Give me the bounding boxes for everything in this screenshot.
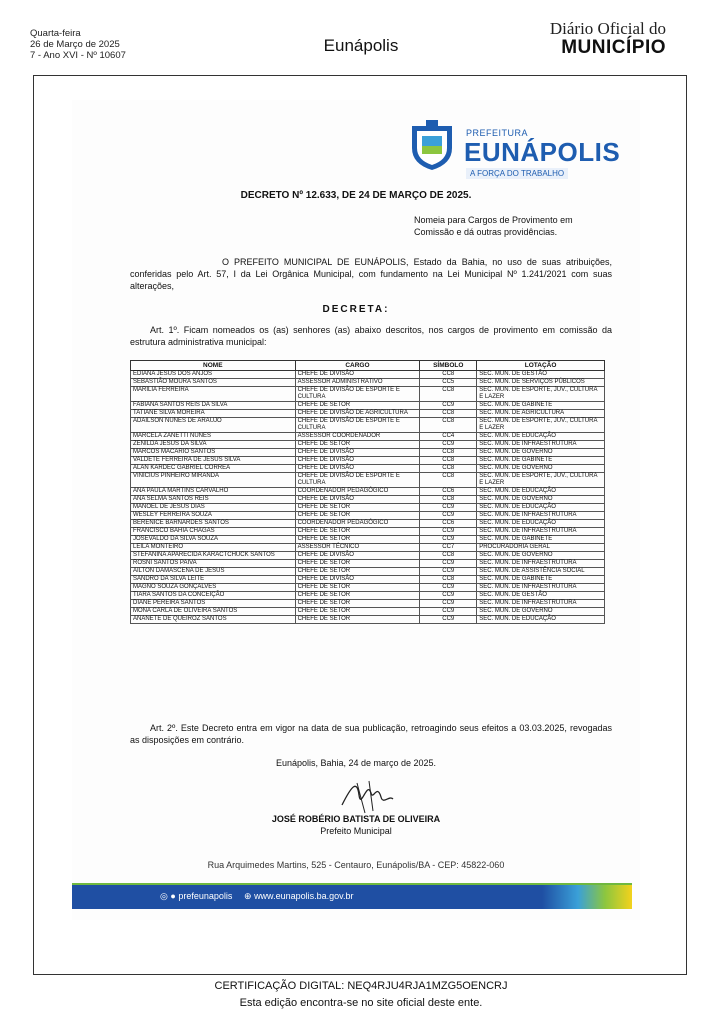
header-edition: 7 - Ano XVI - Nº 10607 [30, 50, 126, 61]
footer-site [244, 891, 353, 902]
table-row [131, 584, 605, 592]
cell-cargo: CHEFE DE DIVISÃO [295, 457, 420, 465]
cell-simbolo: CC8 [420, 371, 477, 379]
cell-nome: VALDETE FERREIRA DE JESUS SILVA [131, 457, 296, 465]
decree-ementa: Nomeia para Cargos de Provimento em Comissão e dá outras providências. [414, 215, 573, 237]
cell-simbolo: CC8 [420, 576, 477, 584]
cell-simbolo: CC9 [420, 402, 477, 410]
cell-lotacao: SEC. MUN. DE GABINETE [477, 402, 605, 410]
decree-title: DECRETO Nº 12.633, DE 24 DE MARÇO DE 2025. [240, 190, 472, 201]
table-row [131, 488, 605, 496]
footer-social [160, 891, 232, 902]
table-row [131, 592, 605, 600]
cell-cargo: CHEFE DE SETOR [295, 592, 420, 600]
cell-lotacao: SEC. MUN. DE ESPORTE, JUV., CULTURA E LAZER [477, 473, 605, 488]
table-row [131, 449, 605, 457]
cell-cargo: CHEFE DE DIVISÃO DE ESPORTE E CULTURA [295, 387, 420, 402]
cell-simbolo: CC9 [420, 584, 477, 592]
cell-simbolo: CC9 [420, 536, 477, 544]
article-2: Art. 2º. Este Decreto entra em vigor na data de sua publicação, retroagindo seus efeitos a 03.03.2025, revogadas as disposições em contrário. [130, 723, 612, 745]
cell-simbolo: CC8 [420, 418, 477, 433]
cell-simbolo: CC8 [420, 473, 477, 488]
cell-cargo: CHEFE DE SETOR [295, 608, 420, 616]
cell-nome: MANOEL DE JESUS DIAS [131, 504, 296, 512]
table-row [131, 441, 605, 449]
article-1: Art. 1º. Ficam nomeados os (as) senhores (as) abaixo descritos, nos cargos de provimento em comissão da estrutura administrativa municipal: [130, 325, 612, 347]
cell-cargo: CHEFE DE SETOR [295, 560, 420, 568]
cell-nome: WESLEY FERREIRA SOUZA [131, 512, 296, 520]
cell-lotacao: SEC. MUN. DE GOVERNO [477, 465, 605, 473]
cell-cargo: ASSESSOR ADMINISTRATIVO [295, 379, 420, 387]
cell-nome: ANANETE DE QUEIROZ SANTOS [131, 616, 296, 624]
globe-icon: ⊕ [244, 891, 252, 901]
cell-nome: ALAN KARDEC GABRIEL CORREA [131, 465, 296, 473]
cell-simbolo: CC8 [420, 449, 477, 457]
cell-lotacao: SEC. MUN. DE GABINETE [477, 576, 605, 584]
cell-nome: AILTON DAMASCENA DE JESUS [131, 568, 296, 576]
cell-nome: MARILIA FERREIRA [131, 387, 296, 402]
cell-cargo: ASSESSOR TÉCNICO [295, 544, 420, 552]
cell-lotacao: SEC. MUN. DE GOVERNO [477, 449, 605, 457]
cell-cargo: CHEFE DE SETOR [295, 568, 420, 576]
cell-nome: ANA SELMA SANTOS REIS [131, 496, 296, 504]
cell-lotacao: SEC. MUN. DE GOVERNO [477, 496, 605, 504]
cell-lotacao: SEC. MUN. DE ESPORTE, JUV., CULTURA E LAZER [477, 387, 605, 402]
cell-simbolo: CC9 [420, 441, 477, 449]
cell-cargo: CHEFE DE SETOR [295, 616, 420, 624]
cell-cargo: CHEFE DE DIVISÃO DE AGRICULTURA [295, 410, 420, 418]
table-row [131, 568, 605, 576]
cell-simbolo: CC8 [420, 457, 477, 465]
header-date: 26 de Março de 2025 [30, 39, 120, 50]
cell-cargo: CHEFE DE SETOR [295, 402, 420, 410]
cell-simbolo: CC8 [420, 552, 477, 560]
table-row [131, 379, 605, 387]
cell-cargo: CHEFE DE SETOR [295, 600, 420, 608]
cell-nome: TATIANE SILVA MOREIRA [131, 410, 296, 418]
cell-nome: MONA CARLA DE OLIVEIRA SANTOS [131, 608, 296, 616]
footer-accent [542, 885, 632, 909]
table-row [131, 608, 605, 616]
coat-of-arms-icon [406, 118, 458, 172]
table-row [131, 371, 605, 379]
cell-simbolo: CC9 [420, 568, 477, 576]
cell-simbolo: CC9 [420, 512, 477, 520]
facebook-icon: ● [170, 891, 176, 901]
table-row [131, 402, 605, 410]
cell-cargo: CHEFE DE SETOR [295, 512, 420, 520]
cell-lotacao: SEC. MUN. DE GABINETE [477, 457, 605, 465]
cell-nome: EDIANA JESUS DOS ANJOS [131, 371, 296, 379]
cell-lotacao: SEC. MUN. DE SERVIÇOS PÚBLICOS [477, 379, 605, 387]
header-weekday: Quarta-feira [30, 28, 81, 39]
table-row [131, 616, 605, 624]
cell-simbolo: CC8 [420, 387, 477, 402]
cell-simbolo: CC9 [420, 592, 477, 600]
appointments-table [130, 360, 605, 624]
table-row [131, 410, 605, 418]
table-row [131, 544, 605, 552]
table-row [131, 457, 605, 465]
prefeitura-logo [406, 118, 634, 178]
cell-nome: FABIANA SANTOS REIS DA SILVA [131, 402, 296, 410]
cell-lotacao: SEC. MUN. DE INFRAESTRUTURA [477, 560, 605, 568]
cell-cargo: CHEFE DE SETOR [295, 504, 420, 512]
cell-nome: FRANCISCO BAHIA CHAGAS [131, 528, 296, 536]
cell-nome: TIARA SANTOS DA CONCEIÇÃO [131, 592, 296, 600]
table-row [131, 496, 605, 504]
footer-social-handle: prefeunapolis [178, 891, 233, 901]
cell-lotacao: SEC. MUN. DE INFRAESTRUTURA [477, 512, 605, 520]
cell-nome: MARCOS MACARIO SANTOS [131, 449, 296, 457]
cell-nome: MAGNO SOUZA GONÇALVES [131, 584, 296, 592]
table-row [131, 465, 605, 473]
decree-preamble: O PREFEITO MUNICIPAL DE EUNÁPOLIS, Estado da Bahia, no uso de suas atribuições, conferidas pelo Art. 57, I da Lei Orgânica Municipal, com fundamento na Lei Municipal Nº 1.241/2021 com suas alterações, [130, 257, 612, 291]
col-header-simbolo: SÍMBOLO [420, 361, 477, 371]
cell-lotacao: SEC. MUN. DE ESPORTE, JUV., CULTURA E LAZER [477, 418, 605, 433]
cell-nome: ANA PAULA MARTINS CARVALHO [131, 488, 296, 496]
cell-cargo: CHEFE DE DIVISÃO [295, 371, 420, 379]
col-header-lotacao: LOTAÇÃO [477, 361, 605, 371]
table-row [131, 387, 605, 402]
table-row [131, 552, 605, 560]
cell-cargo: COORDENADOR PEDAGÓGICO [295, 520, 420, 528]
table-row [131, 600, 605, 608]
cell-lotacao: SEC. MUN. DE AGRICULTURA [477, 410, 605, 418]
cell-simbolo: CC6 [420, 488, 477, 496]
cell-cargo: CHEFE DE SETOR [295, 441, 420, 449]
instagram-icon: ◎ [160, 891, 168, 901]
cell-lotacao: SEC. MUN. DE INFRAESTRUTURA [477, 600, 605, 608]
cell-lotacao: PROCURADORIA GERAL [477, 544, 605, 552]
cell-nome: BERENICE BARNARDES SANTOS [131, 520, 296, 528]
cell-nome: SEBASTIÃO MOURA SANTOS [131, 379, 296, 387]
cell-cargo: CHEFE DE DIVISÃO [295, 552, 420, 560]
cell-lotacao: SEC. MUN. DE EDUCAÇÃO [477, 520, 605, 528]
header-city: Eunápolis [323, 36, 399, 55]
cell-cargo: CHEFE DE DIVISÃO [295, 449, 420, 457]
cell-lotacao: SEC. MUN. DE GABINETE [477, 536, 605, 544]
cell-simbolo: CC7 [420, 544, 477, 552]
cell-cargo: CHEFE DE DIVISÃO [295, 496, 420, 504]
letterhead-slogan: A FORÇA DO TRABALHO [466, 168, 568, 179]
cell-simbolo: CC9 [420, 600, 477, 608]
cell-cargo: CHEFE DE DIVISÃO [295, 576, 420, 584]
table-row [131, 504, 605, 512]
cell-cargo: CHEFE DE SETOR [295, 584, 420, 592]
table-row [131, 528, 605, 536]
signature-icon [337, 775, 397, 817]
cell-simbolo: CC9 [420, 616, 477, 624]
cell-nome: MARCELA ZANETTI NUNES [131, 433, 296, 441]
cell-lotacao: SEC. MUN. DE EDUCAÇÃO [477, 504, 605, 512]
cell-cargo: CHEFE DE SETOR [295, 528, 420, 536]
cell-lotacao: SEC. MUN. DE ASSISTÊNCIA SOCIAL [477, 568, 605, 576]
cell-lotacao: SEC. MUN. DE GOVERNO [477, 608, 605, 616]
cell-simbolo: CC9 [420, 528, 477, 536]
cell-cargo: ASSESSOR COORDENADOR [295, 433, 420, 441]
cell-cargo: CHEFE DE DIVISÃO DE ESPORTE E CULTURA [295, 418, 420, 433]
cell-nome: ROSNI SANTOS PAIVA [131, 560, 296, 568]
table-row [131, 418, 605, 433]
cell-lotacao: SEC. MUN. DE INFRAESTRUTURA [477, 441, 605, 449]
cell-simbolo: CC8 [420, 410, 477, 418]
cell-simbolo: CC8 [420, 465, 477, 473]
signer-role: Prefeito Municipal [320, 826, 392, 836]
address: Rua Arquimedes Martins, 525 - Centauro, Eunápolis/BA - CEP: 45822-060 [207, 860, 505, 870]
cell-simbolo: CC9 [420, 560, 477, 568]
table-row [131, 560, 605, 568]
brand-line1: Diário Oficial do [549, 19, 666, 38]
edition-note: Esta edição encontra-se no site oficial deste ente. [239, 997, 483, 1009]
table-row [131, 536, 605, 544]
cell-lotacao: SEC. MUN. DE EDUCAÇÃO [477, 616, 605, 624]
cell-simbolo: CC8 [420, 496, 477, 504]
cell-lotacao: SEC. MUN. DE GESTÃO [477, 592, 605, 600]
decreta-heading: DECRETA: [322, 304, 390, 315]
letterhead-small: PREFEITURA [466, 128, 529, 138]
cell-simbolo: CC9 [420, 608, 477, 616]
col-header-cargo: CARGO [295, 361, 420, 371]
cell-nome: STEFANINA APARECIDA KARACTCHUCK SANTOS [131, 552, 296, 560]
cell-lotacao: SEC. MUN. DE GOVERNO [477, 552, 605, 560]
table-row [131, 433, 605, 441]
table-row [131, 520, 605, 528]
cell-cargo: CHEFE DE DIVISÃO DE ESPORTE E CULTURA [295, 473, 420, 488]
cell-lotacao: SEC. MUN. DE EDUCAÇÃO [477, 433, 605, 441]
brand-logo [550, 20, 666, 58]
decree-document [72, 100, 640, 920]
cell-lotacao: SEC. MUN. DE INFRAESTRUTURA [477, 584, 605, 592]
cell-lotacao: SEC. MUN. DE EDUCAÇÃO [477, 488, 605, 496]
cell-simbolo: CC9 [420, 504, 477, 512]
table-row [131, 473, 605, 488]
cell-nome: DIANE PEREIRA SANTOS [131, 600, 296, 608]
digital-certification: CERTIFICAÇÃO DIGITAL: NEQ4RJU4RJA1MZG5OENCRJ [214, 980, 508, 992]
cell-nome: SANDRO DA SILVA LEITE [131, 576, 296, 584]
cell-cargo: CHEFE DE SETOR [295, 536, 420, 544]
cell-simbolo: CC4 [420, 433, 477, 441]
cell-nome: LEILA MONTEIRO [131, 544, 296, 552]
cell-cargo: CHEFE DE DIVISÃO [295, 465, 420, 473]
col-header-nome: NOME [131, 361, 296, 371]
table-row [131, 576, 605, 584]
cell-nome: JOSEVALDO DA SILVA SOUZA [131, 536, 296, 544]
brand-line2: MUNICÍPIO [561, 37, 666, 58]
signer-name: JOSÉ ROBÉRIO BATISTA DE OLIVEIRA [271, 814, 441, 824]
cell-nome: ADAILSON NUNES DE ARAUJO [131, 418, 296, 433]
cell-simbolo: CC5 [420, 379, 477, 387]
place-date: Eunápolis, Bahia, 24 de março de 2025. [275, 758, 437, 768]
table-header-row [131, 361, 605, 371]
table-row [131, 512, 605, 520]
cell-cargo: COORDENADOR PEDAGÓGICO [295, 488, 420, 496]
footer-site-url: www.eunapolis.ba.gov.br [254, 891, 354, 901]
cell-lotacao: SEC. MUN. DE GESTÃO [477, 371, 605, 379]
cell-nome: VINICIUS PINHEIRO MIRANDA [131, 473, 296, 488]
cell-lotacao: SEC. MUN. DE INFRAESTRUTURA [477, 528, 605, 536]
cell-simbolo: CC6 [420, 520, 477, 528]
cell-nome: ZENILDA JESUS DA SILVA [131, 441, 296, 449]
table-body [131, 371, 605, 624]
letterhead-big: EUNÁPOLIS [464, 137, 621, 167]
